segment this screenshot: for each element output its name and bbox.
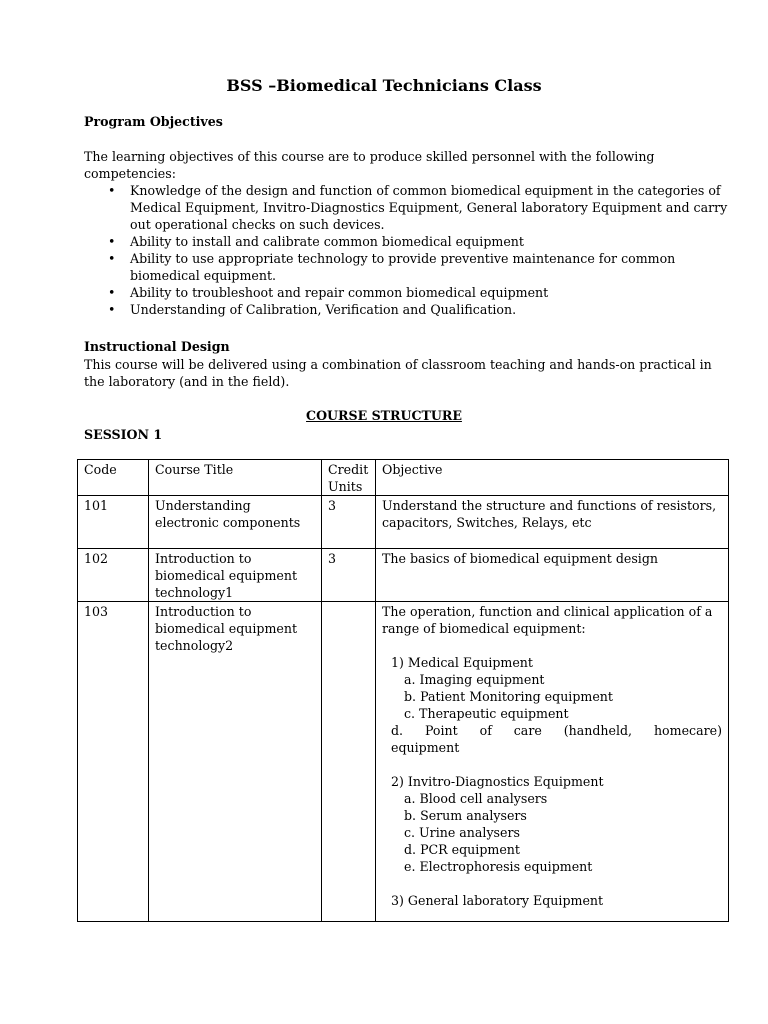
objective-intro: The operation, function and clinical application of a range of biomedical equipment: — [382, 604, 713, 636]
course-table — [77, 459, 729, 922]
cell-title: Introduction to biomedical equipment technology1 — [149, 549, 322, 602]
cell-credit — [322, 602, 376, 922]
bullet-icon: • — [108, 234, 116, 249]
cell-code: 101 — [78, 496, 149, 549]
program-objectives-intro: The learning objectives of this course are to produce skilled personnel with the following competencies: — [84, 149, 655, 181]
list-item: • Ability to troubleshoot and repair common biomedical equipment — [108, 285, 549, 300]
table-header-row — [78, 460, 729, 496]
cell-title: Introduction to biomedical equipment technology2 — [149, 602, 322, 922]
table-row — [78, 496, 729, 549]
group-item: d. PCR equipment — [404, 842, 520, 857]
bullet-icon: • — [108, 302, 116, 317]
list-item: • Understanding of Calibration, Verification and Qualification. — [108, 302, 517, 317]
cell-objective: The basics of biomedical equipment design — [376, 549, 729, 602]
objectives-list — [84, 182, 734, 318]
group-item-continued: equipment — [391, 740, 460, 755]
header-objective: Objective — [376, 460, 729, 496]
table-row — [78, 602, 729, 922]
group-item: d. Point of care (handheld, homecare) — [391, 723, 722, 738]
cell-credit: 3 — [322, 496, 376, 549]
table-row — [78, 549, 729, 602]
group-label: 1) Medical Equipment — [391, 655, 533, 670]
cell-objective: Understand the structure and functions of resistors, capacitors, Switches, Relays, etc — [376, 496, 729, 549]
group-item: a. Blood cell analysers — [404, 791, 548, 806]
group-item: c. Urine analysers — [404, 825, 520, 840]
header-title: Course Title — [149, 460, 322, 496]
cell-objective — [376, 602, 729, 922]
group-item: b. Serum analysers — [404, 808, 527, 823]
cell-code: 102 — [78, 549, 149, 602]
list-item: • Knowledge of the design and function of common biomedical equipment in the categories of Medical Equipment, Invitro-Diagnostics Equipment, General laboratory Equipment and carry out operational checks on such devices. — [108, 183, 728, 232]
instructional-design-heading: Instructional Design — [84, 339, 230, 354]
group-item: c. Therapeutic equipment — [404, 706, 569, 721]
cell-title: Understanding electronic components — [149, 496, 322, 549]
cell-credit: 3 — [322, 549, 376, 602]
bullet-icon: • — [108, 285, 116, 300]
group-label: 2) Invitro-Diagnostics Equipment — [391, 774, 604, 789]
course-structure-heading: COURSE STRUCTURE — [306, 408, 462, 423]
header-credit: Credit Units — [322, 460, 376, 496]
document-title: BSS –Biomedical Technicians Class — [226, 76, 542, 95]
session-label: SESSION 1 — [84, 427, 163, 442]
header-code: Code — [78, 460, 149, 496]
group-item: b. Patient Monitoring equipment — [404, 689, 613, 704]
list-item: • Ability to install and calibrate common biomedical equipment — [108, 234, 524, 249]
bullet-icon: • — [108, 251, 116, 266]
group-label: 3) General laboratory Equipment — [391, 893, 604, 908]
instructional-design-text: This course will be delivered using a combination of classroom teaching and hands-on practical in the laboratory (and in the field). — [84, 357, 712, 389]
bullet-icon: • — [108, 183, 116, 198]
group-item: e. Electrophoresis equipment — [404, 859, 593, 874]
list-item: • Ability to use appropriate technology to provide preventive maintenance for common biomedical equipment. — [108, 251, 676, 283]
program-objectives-heading: Program Objectives — [84, 114, 223, 129]
cell-code: 103 — [78, 602, 149, 922]
group-item: a. Imaging equipment — [404, 672, 545, 687]
